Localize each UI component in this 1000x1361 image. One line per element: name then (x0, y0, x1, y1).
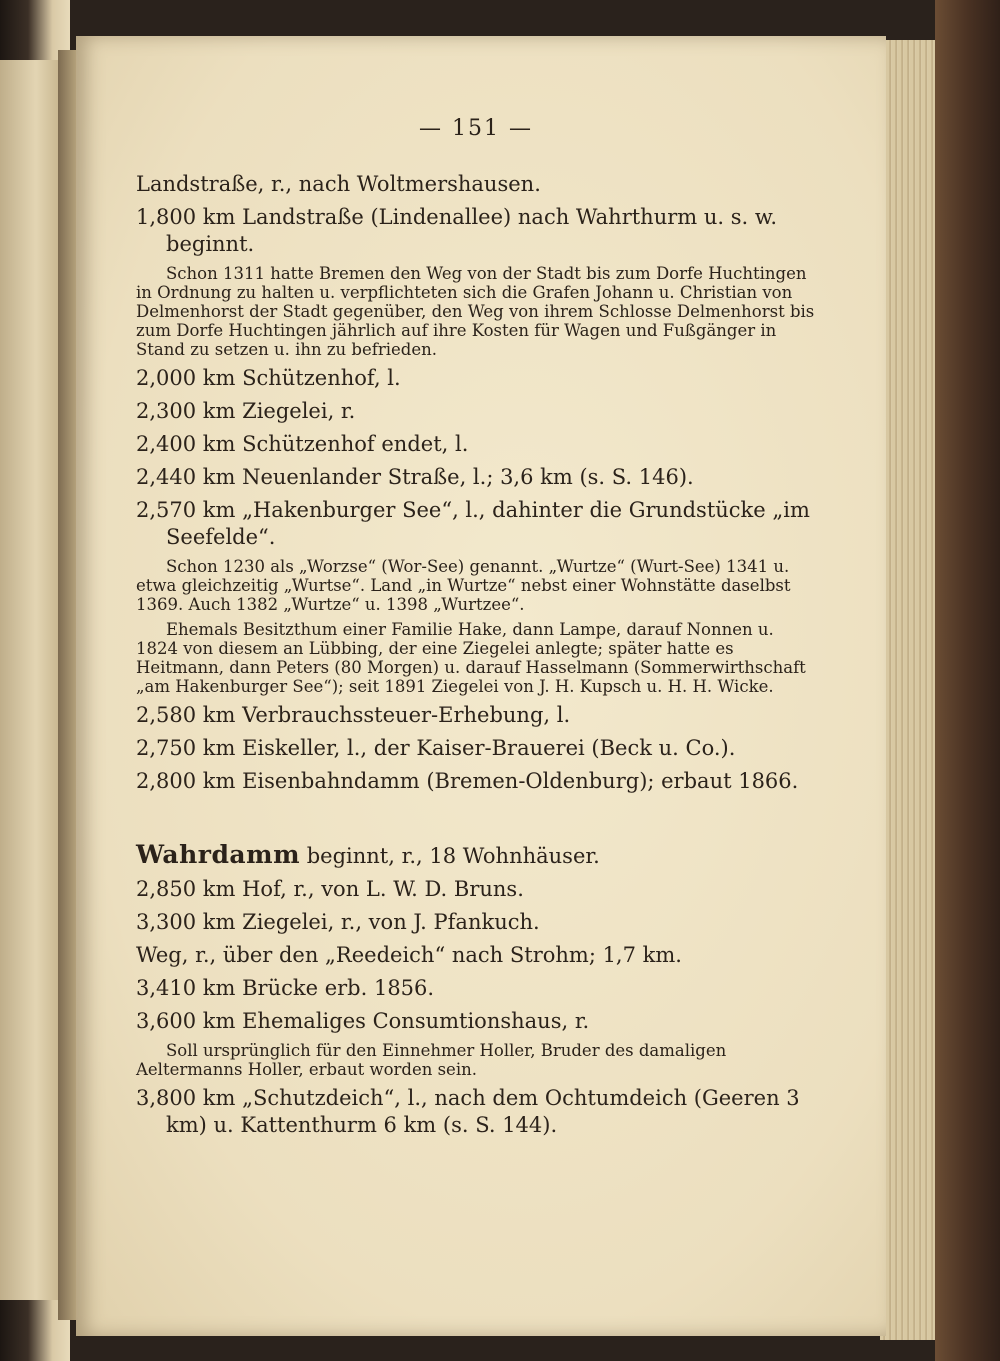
section-heading-word: Wahrdamm (136, 840, 301, 869)
book-gutter (58, 50, 78, 1320)
entry-line: 3,300 km Ziegelei, r., von J. Pfankuch. (136, 910, 540, 934)
entry-line: 2,000 km Schützenhof, l. (136, 366, 401, 390)
note-paragraph: Soll ursprünglich für den Einnehmer Holler, Bruder des damaligen Aeltermanns Holler, erbaut worden sein. (136, 1041, 727, 1079)
entry-line: 3,600 km Ehemaliges Consumtionshaus, r. (136, 1009, 590, 1033)
entry-line: 3,410 km Brücke erb. 1856. (136, 976, 435, 1000)
entry-line: 2,570 km „Hakenburger See“, l., dahinter die Grundstücke „im Seefelde“. (136, 498, 810, 549)
entry-line: 2,400 km Schützenhof endet, l. (136, 432, 469, 456)
entry-line: 3,800 km „Schutzdeich“, l., nach dem Ochtumdeich (Geeren 3 km) u. Kattenthurm 6 km (s. S. 144). (136, 1086, 800, 1137)
section-heading (136, 841, 816, 870)
entry-line: 2,440 km Neuenlander Straße, l.; 3,6 km (s. S. 146). (136, 465, 694, 489)
note-paragraph: Schon 1311 hatte Bremen den Weg von der Stadt bis zum Dorfe Huchtingen in Ordnung zu halten u. verpflichteten sich die Grafen Johann u. Christian von Delmenhorst der Stadt gegenüber, den Weg von ihrem Schlosse Delmenhorst bis zum Dorfe Huchtingen jährlich auf ihre Kosten für Wagen und Fußgänger in Stand zu setzen u. ihn zu befrieden. (136, 264, 815, 359)
section-heading-rest: beginnt, r., 18 Wohnhäuser. (300, 844, 600, 868)
page-number: — 151 — (419, 116, 533, 141)
entry-line: 2,800 km Eisenbahndamm (Bremen-Oldenburg); erbaut 1866. (136, 769, 799, 793)
left-page-edge (0, 60, 62, 1300)
note-paragraph: Schon 1230 als „Worzse“ (Wor-See) genannt. „Wurtze“ (Wurt-See) 1341 u. etwa gleichzeitig „Wurtse“. Land „in Wurtze“ nebst einer Wohnstätte daselbst 1369. Auch 1382 „Wurtze“ u. 1398 „Wurtzee“. (136, 557, 791, 614)
entry-line: 2,750 km Eiskeller, l., der Kaiser-Brauerei (Beck u. Co.). (136, 736, 736, 760)
page-text (136, 116, 816, 1139)
book-page (76, 36, 886, 1336)
entry-line: 2,850 km Hof, r., von L. W. D. Bruns. (136, 877, 524, 901)
book-cover-right (935, 0, 1000, 1361)
text-line: Landstraße, r., nach Woltmershausen. (136, 172, 541, 196)
entry-line: 2,580 km Verbrauchssteuer-Erhebung, l. (136, 703, 571, 727)
note-paragraph: Ehemals Besitzthum einer Familie Hake, dann Lampe, darauf Nonnen u. 1824 von diesem an Lübbing, der eine Ziegelei anlegte; später hatte es Heitmann, dann Peters (80 Morgen) u. darauf Hasselmann (Sommerwirthschaft „am Hakenburger See“); seit 1891 Ziegelei von J. H. Kupsch u. H. H. Wicke. (136, 620, 806, 696)
page-edge-stack (880, 40, 940, 1340)
entry-line: 2,300 km Ziegelei, r. (136, 399, 356, 423)
entry-line: 1,800 km Landstraße (Lindenallee) nach Wahrthurm u. s. w. beginnt. (136, 205, 778, 256)
entry-line: Weg, r., über den „Reedeich“ nach Strohm; 1,7 km. (136, 943, 682, 967)
